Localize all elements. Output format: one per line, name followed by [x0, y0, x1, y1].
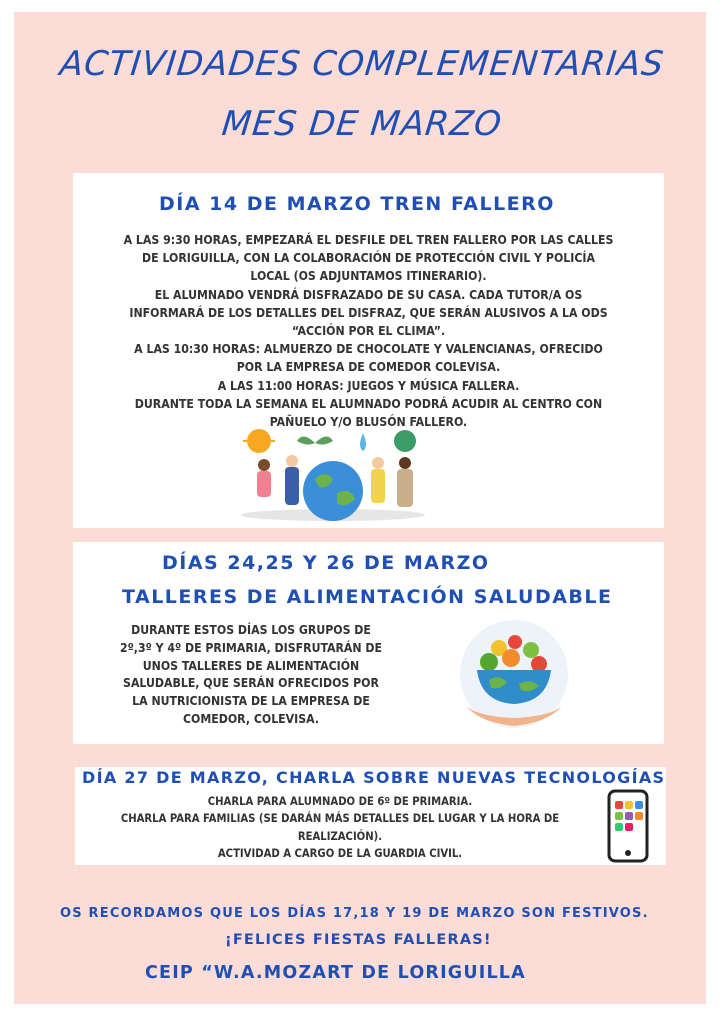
text-line: COMEDOR, COLEVISA. — [182, 711, 320, 726]
text-line: REALIZACIÓN). — [297, 829, 383, 843]
text-line: CHARLA PARA FAMILIAS (SE DARÁN MÁS DETALLES DEL LUGAR Y LA HORA DE — [120, 812, 560, 826]
holiday-reminder: OS RECORDAMOS QUE LOS DÍAS 17,18 Y 19 DE MARZO SON FESTIVOS. — [60, 906, 649, 921]
text-line: “ACCIÓN POR EL CLIMA”. — [291, 324, 446, 339]
event-subheading: TALLERES DE ALIMENTACIÓN SALUDABLE — [122, 586, 613, 608]
text-line: PAÑUELO Y/O BLUSÓN FALLERO. — [269, 415, 468, 430]
smartphone-icon — [607, 789, 651, 865]
event-description — [93, 231, 644, 431]
healthy-food-bowl-illustration — [459, 618, 569, 736]
event-heading: DÍA 27 DE MARZO, CHARLA SOBRE NUEVAS TECNOLOGÍAS — [82, 768, 666, 787]
text-line: A LAS 10:30 HORAS: ALMUERZO DE CHOCOLATE Y VALENCIANAS, OFRECIDO — [134, 342, 603, 357]
text-line: ACTIVIDAD A CARGO DE LA GUARDIA CIVIL. — [217, 846, 463, 860]
text-line: A LAS 11:00 HORAS: JUEGOS Y MÚSICA FALLERA. — [217, 378, 520, 393]
text-line: LA NUTRICIONISTA DE LA EMPRESA DE — [132, 694, 370, 709]
text-line: A LAS 9:30 HORAS, EMPEZARÁ EL DESFILE DEL TREN FALLERO POR LAS CALLES — [123, 233, 614, 247]
children-earth-illustration — [233, 429, 433, 523]
text-line: DURANTE TODA LA SEMANA EL ALUMNADO PODRÁ ACUDIR AL CENTRO CON — [134, 396, 603, 411]
school-name: CEIP “W.A.MOZART DE LORIGUILLA — [145, 963, 526, 983]
greeting: ¡FELICES FIESTAS FALLERAS! — [225, 932, 492, 948]
event-card-tren-fallero — [73, 173, 664, 528]
event-heading: DÍAS 24,25 Y 26 DE MARZO — [162, 552, 490, 574]
text-line: 2º,3º Y 4º DE PRIMARIA, DISFRUTARÁN DE — [119, 640, 383, 655]
text-line: LOCAL (OS ADJUNTAMOS ITINERARIO). — [250, 269, 487, 284]
text-line: INFORMARÁ DE LOS DETALLES DEL DISFRAZ, QUE SERÁN ALUSIVOS A LA ODS — [129, 305, 608, 320]
text-line: POR LA EMPRESA DE COMEDOR COLEVISA. — [236, 360, 501, 375]
page-title: ACTIVIDADES COMPLEMENTARIAS — [57, 44, 667, 84]
event-heading: DÍA 14 DE MARZO TREN FALLERO — [159, 193, 555, 215]
event-description — [95, 793, 585, 862]
text-line: CHARLA PARA ALUMNADO DE 6º DE PRIMARIA. — [207, 795, 473, 808]
event-card-talleres — [73, 542, 664, 744]
text-line: DURANTE ESTOS DÍAS LOS GRUPOS DE — [131, 623, 371, 637]
event-description — [101, 622, 401, 729]
text-line: UNOS TALLERES DE ALIMENTACIÓN — [142, 658, 360, 673]
text-line: SALUDABLE, QUE SERÁN OFRECIDOS POR — [123, 676, 379, 691]
page-subtitle: MES DE MARZO — [219, 104, 505, 144]
event-card-charla — [75, 767, 666, 865]
text-line: DE LORIGUILLA, CON LA COLABORACIÓN DE PROTECCIÓN CIVIL Y POLICÍA — [142, 251, 595, 266]
text-line: EL ALUMNADO VENDRÁ DISFRAZADO DE SU CASA. CADA TUTOR/A OS — [154, 287, 583, 302]
